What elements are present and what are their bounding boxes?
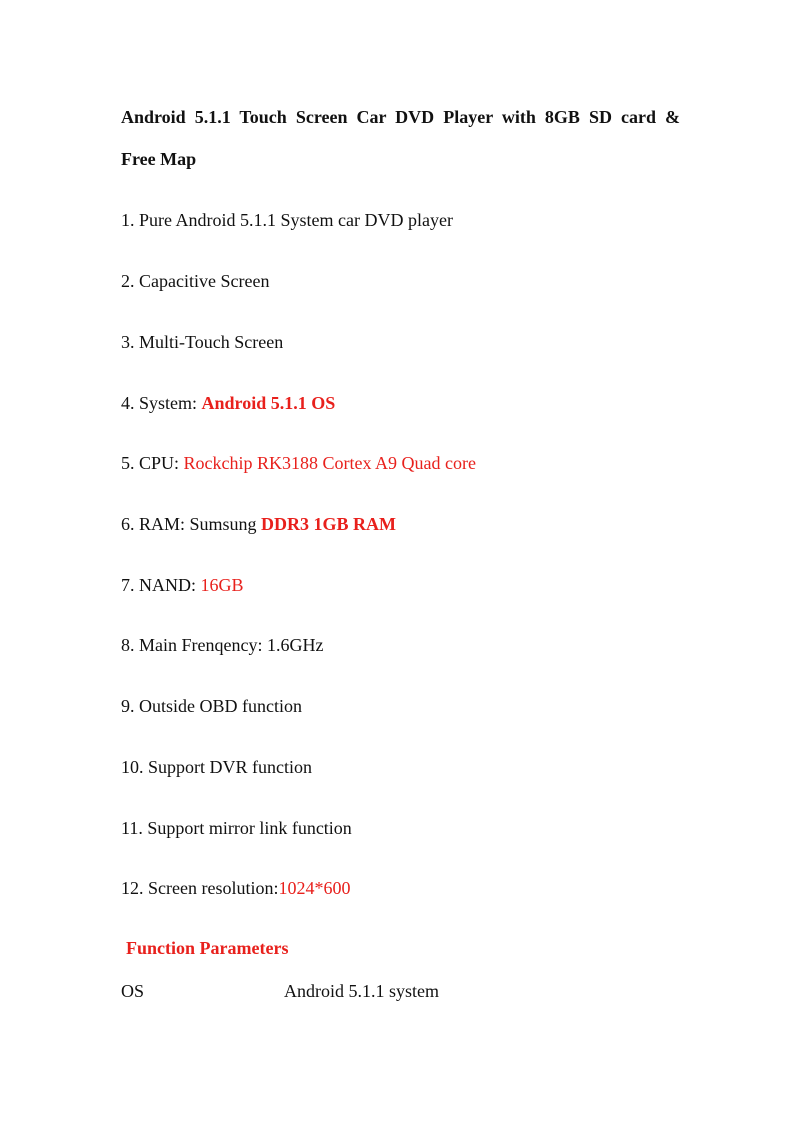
feature-label: 7. NAND: (121, 575, 201, 595)
feature-item-6 (121, 514, 396, 535)
feature-item-5 (121, 453, 476, 474)
feature-text: 9. Outside OBD function (121, 696, 302, 716)
parameter-key: OS (121, 981, 145, 1001)
feature-item-2 (121, 271, 269, 292)
feature-item-4 (121, 393, 335, 414)
feature-text: 8. Main Frenqency: 1.6GHz (121, 635, 324, 655)
feature-label: 6. RAM: Sumsung (121, 514, 262, 534)
feature-item-3 (121, 332, 283, 353)
feature-label: 12. Screen resolution: (121, 878, 279, 898)
document-title-line-2: Free Map (121, 149, 197, 169)
section-title: Function Parameters (126, 938, 289, 958)
feature-value-highlight: 16GB (200, 575, 244, 595)
feature-text: 3. Multi-Touch Screen (121, 332, 284, 352)
feature-value-highlight: Rockchip RK3188 Cortex A9 Quad core (183, 453, 476, 473)
feature-value-highlight: Android 5.1.1 OS (201, 393, 336, 413)
feature-item-10 (121, 757, 312, 778)
feature-text: 10. Support DVR function (121, 757, 312, 777)
feature-item-1 (121, 210, 453, 231)
feature-item-11 (121, 818, 352, 839)
feature-text: 1. Pure Android 5.1.1 System car DVD player (121, 210, 453, 230)
feature-text: 2. Capacitive Screen (121, 271, 270, 291)
parameter-value: Android 5.1.1 system (284, 981, 439, 1001)
document-title-line-1: Android 5.1.1 Touch Screen Car DVD Player with 8GB SD card & (121, 107, 680, 127)
feature-label: 5. CPU: (121, 453, 184, 473)
feature-item-9 (121, 696, 302, 717)
feature-item-12 (121, 878, 350, 899)
feature-item-8 (121, 635, 323, 656)
feature-value-highlight: DDR3 1GB RAM (261, 514, 397, 534)
feature-item-7 (121, 575, 244, 596)
feature-label: 4. System: (121, 393, 202, 413)
feature-text: 11. Support mirror link function (121, 818, 352, 838)
feature-value-highlight: 1024*600 (278, 878, 351, 898)
